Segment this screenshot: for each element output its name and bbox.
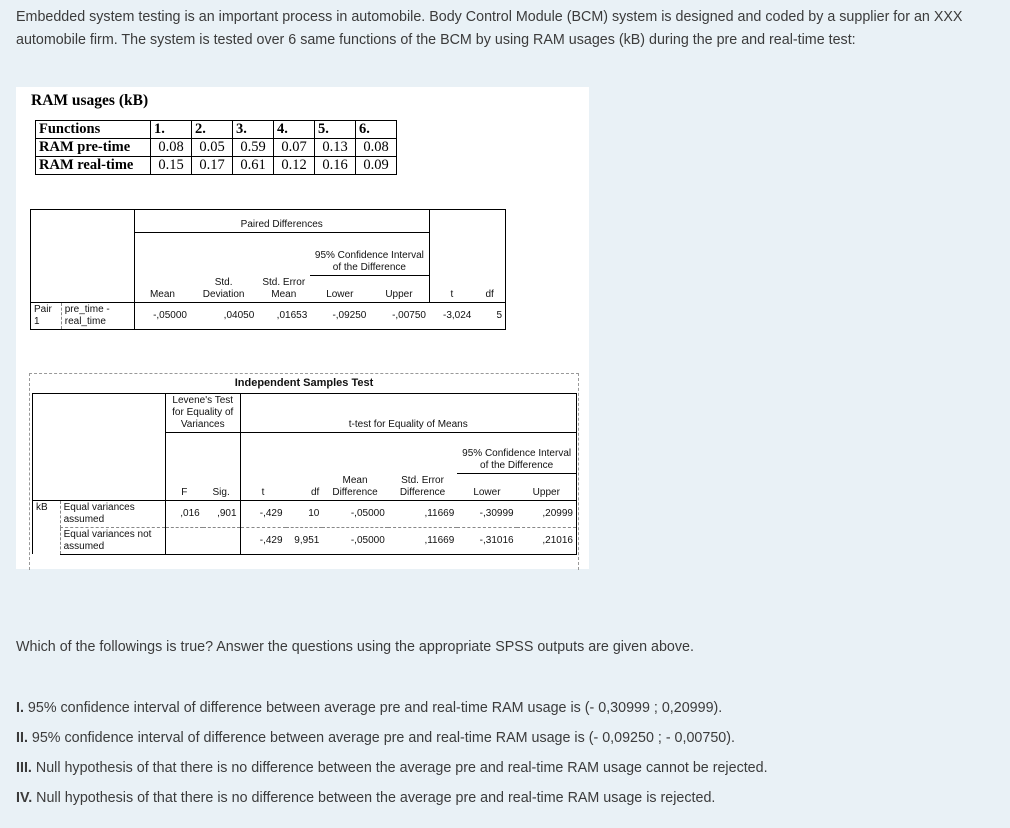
option-number: III. xyxy=(16,760,32,776)
ram-cell: 0.08 xyxy=(356,139,397,157)
ram-row-real xyxy=(36,157,397,175)
independent-samples-title: Independent Samples Test xyxy=(234,377,374,389)
ram-cell: 0.08 xyxy=(151,139,192,157)
option-text: 95% confidence interval of difference between average pre and real-time RAM usage is (- 0,09250 ; - 0,00750). xyxy=(27,730,735,746)
option-number: IV. xyxy=(16,790,33,806)
ram-cell: 0.16 xyxy=(315,157,356,175)
ram-cell: 0.12 xyxy=(274,157,315,175)
ind-val-lower: -,31016 xyxy=(457,527,516,554)
paired-corner xyxy=(31,210,135,303)
ind-val-mean-diff: -,05000 xyxy=(322,500,387,527)
paired-val-t: -3,024 xyxy=(429,302,474,329)
ram-header-functions: Functions xyxy=(36,121,151,139)
ind-col-f: F xyxy=(165,474,202,501)
ind-col-sig: Sig. xyxy=(203,474,240,501)
ind-col-t: t xyxy=(261,486,265,498)
paired-row-name: pre_time - real_time xyxy=(61,302,134,329)
paired-col-upper: Upper xyxy=(369,276,429,303)
paired-col-t: t xyxy=(450,288,454,300)
ind-val-upper: ,20999 xyxy=(517,500,577,527)
spss-output-panel xyxy=(16,87,589,569)
ram-header-cell: 2. xyxy=(192,121,233,139)
paired-val-df: 5 xyxy=(474,302,505,329)
ram-row-pre xyxy=(36,139,397,157)
ram-table-title: RAM usages (kB) xyxy=(31,92,149,109)
ram-header-cell: 6. xyxy=(356,121,397,139)
option-text: Null hypothesis of that there is no difference between the average pre and real-time RAM usage cannot be rejected. xyxy=(31,760,768,776)
paired-val-std-err: ,01653 xyxy=(257,302,310,329)
ram-usage-table xyxy=(35,120,397,175)
ind-col-lower: Lower xyxy=(473,486,501,498)
ind-row-label: Equal variances not assumed xyxy=(60,527,165,554)
independent-corner xyxy=(33,394,166,501)
answer-options xyxy=(16,699,768,819)
ram-header-cell: 4. xyxy=(274,121,315,139)
question-text: Which of the followings is true? Answer the questions using the appropriate SPSS outputs are given above. xyxy=(16,639,694,655)
ram-cell: 0.05 xyxy=(192,139,233,157)
option-number: II. xyxy=(16,730,28,746)
paired-differences-header: Paired Differences xyxy=(134,210,429,233)
ttest-header: t-test for Equality of Means xyxy=(240,394,576,433)
ind-col-df: df xyxy=(310,486,320,498)
option-iv xyxy=(16,789,768,819)
levene-header: Levene's Test for Equality of Variances xyxy=(165,394,240,433)
ram-cell: 0.13 xyxy=(315,139,356,157)
paired-val-upper: -,00750 xyxy=(369,302,429,329)
independent-samples-table xyxy=(32,393,577,555)
ind-val-sig xyxy=(203,527,240,554)
paired-col-df: df xyxy=(474,276,505,303)
ram-cell: 0.07 xyxy=(274,139,315,157)
paired-val-lower: -,09250 xyxy=(310,302,369,329)
ram-cell: 0.15 xyxy=(151,157,192,175)
ram-header-cell: 1. xyxy=(151,121,192,139)
ind-val-upper: ,21016 xyxy=(517,527,577,554)
ind-col-upper: Upper xyxy=(517,474,577,501)
ram-row-label: RAM pre-time xyxy=(36,139,151,157)
paired-val-mean: -,05000 xyxy=(134,302,190,329)
ram-cell: 0.59 xyxy=(233,139,274,157)
ind-val-mean-diff: -,05000 xyxy=(322,527,387,554)
ind-val-df: 10 xyxy=(286,500,323,527)
ram-cell: 0.61 xyxy=(233,157,274,175)
ram-cell: 0.09 xyxy=(356,157,397,175)
ind-row-label: Equal variances assumed xyxy=(60,500,165,527)
ram-header-cell: 3. xyxy=(233,121,274,139)
paired-col-std-dev: Std. Deviation xyxy=(202,276,245,300)
ind-val-t: -,429 xyxy=(240,527,286,554)
paired-ci-header: 95% Confidence Interval of the Difference xyxy=(310,233,429,276)
paired-row-pair: Pair 1 xyxy=(31,302,62,329)
paired-val-std-dev: ,04050 xyxy=(190,302,257,329)
ram-row-label: RAM real-time xyxy=(36,157,151,175)
ind-val-sig: ,901 xyxy=(203,500,240,527)
ram-cell: 0.17 xyxy=(192,157,233,175)
paired-samples-table xyxy=(30,209,506,330)
independent-ci-header: 95% Confidence Interval of the Difference xyxy=(457,433,576,474)
option-number: I. xyxy=(16,700,24,716)
paired-col-std-err: Std. Error Mean xyxy=(262,276,306,300)
ind-val-lower: -,30999 xyxy=(457,500,516,527)
option-i xyxy=(16,699,768,729)
ram-header-cell: 5. xyxy=(315,121,356,139)
ind-var-label: kB xyxy=(33,500,61,554)
ind-val-f xyxy=(165,527,202,554)
paired-col-lower: Lower xyxy=(326,288,354,300)
ind-val-std-err-diff: ,11669 xyxy=(388,500,458,527)
option-ii xyxy=(16,729,768,759)
ram-header-row xyxy=(36,121,397,139)
ind-val-f: ,016 xyxy=(165,500,202,527)
option-iii xyxy=(16,759,768,789)
ind-col-std-err-diff: Std. Error Difference xyxy=(399,474,446,498)
paired-col-mean: Mean xyxy=(134,276,190,303)
option-text: 95% confidence interval of difference between average pre and real-time RAM usage is (- 0,30999 ; 0,20999). xyxy=(23,700,723,716)
problem-intro: Embedded system testing is an important process in automobile. Body Control Module (BCM) system is designed and coded by a supplier for an XXX automobile firm. The system is tested over 6 same functions of the BCM by using RAM usages (kB) during the pre and real-time test: xyxy=(16,9,963,48)
option-text: Null hypothesis of that there is no difference between the average pre and real-time RAM usage is rejected. xyxy=(32,790,716,806)
ind-val-t: -,429 xyxy=(240,500,286,527)
ind-val-df: 9,951 xyxy=(286,527,323,554)
ind-val-std-err-diff: ,11669 xyxy=(388,527,458,554)
ind-col-mean-diff: Mean Difference xyxy=(332,474,378,498)
